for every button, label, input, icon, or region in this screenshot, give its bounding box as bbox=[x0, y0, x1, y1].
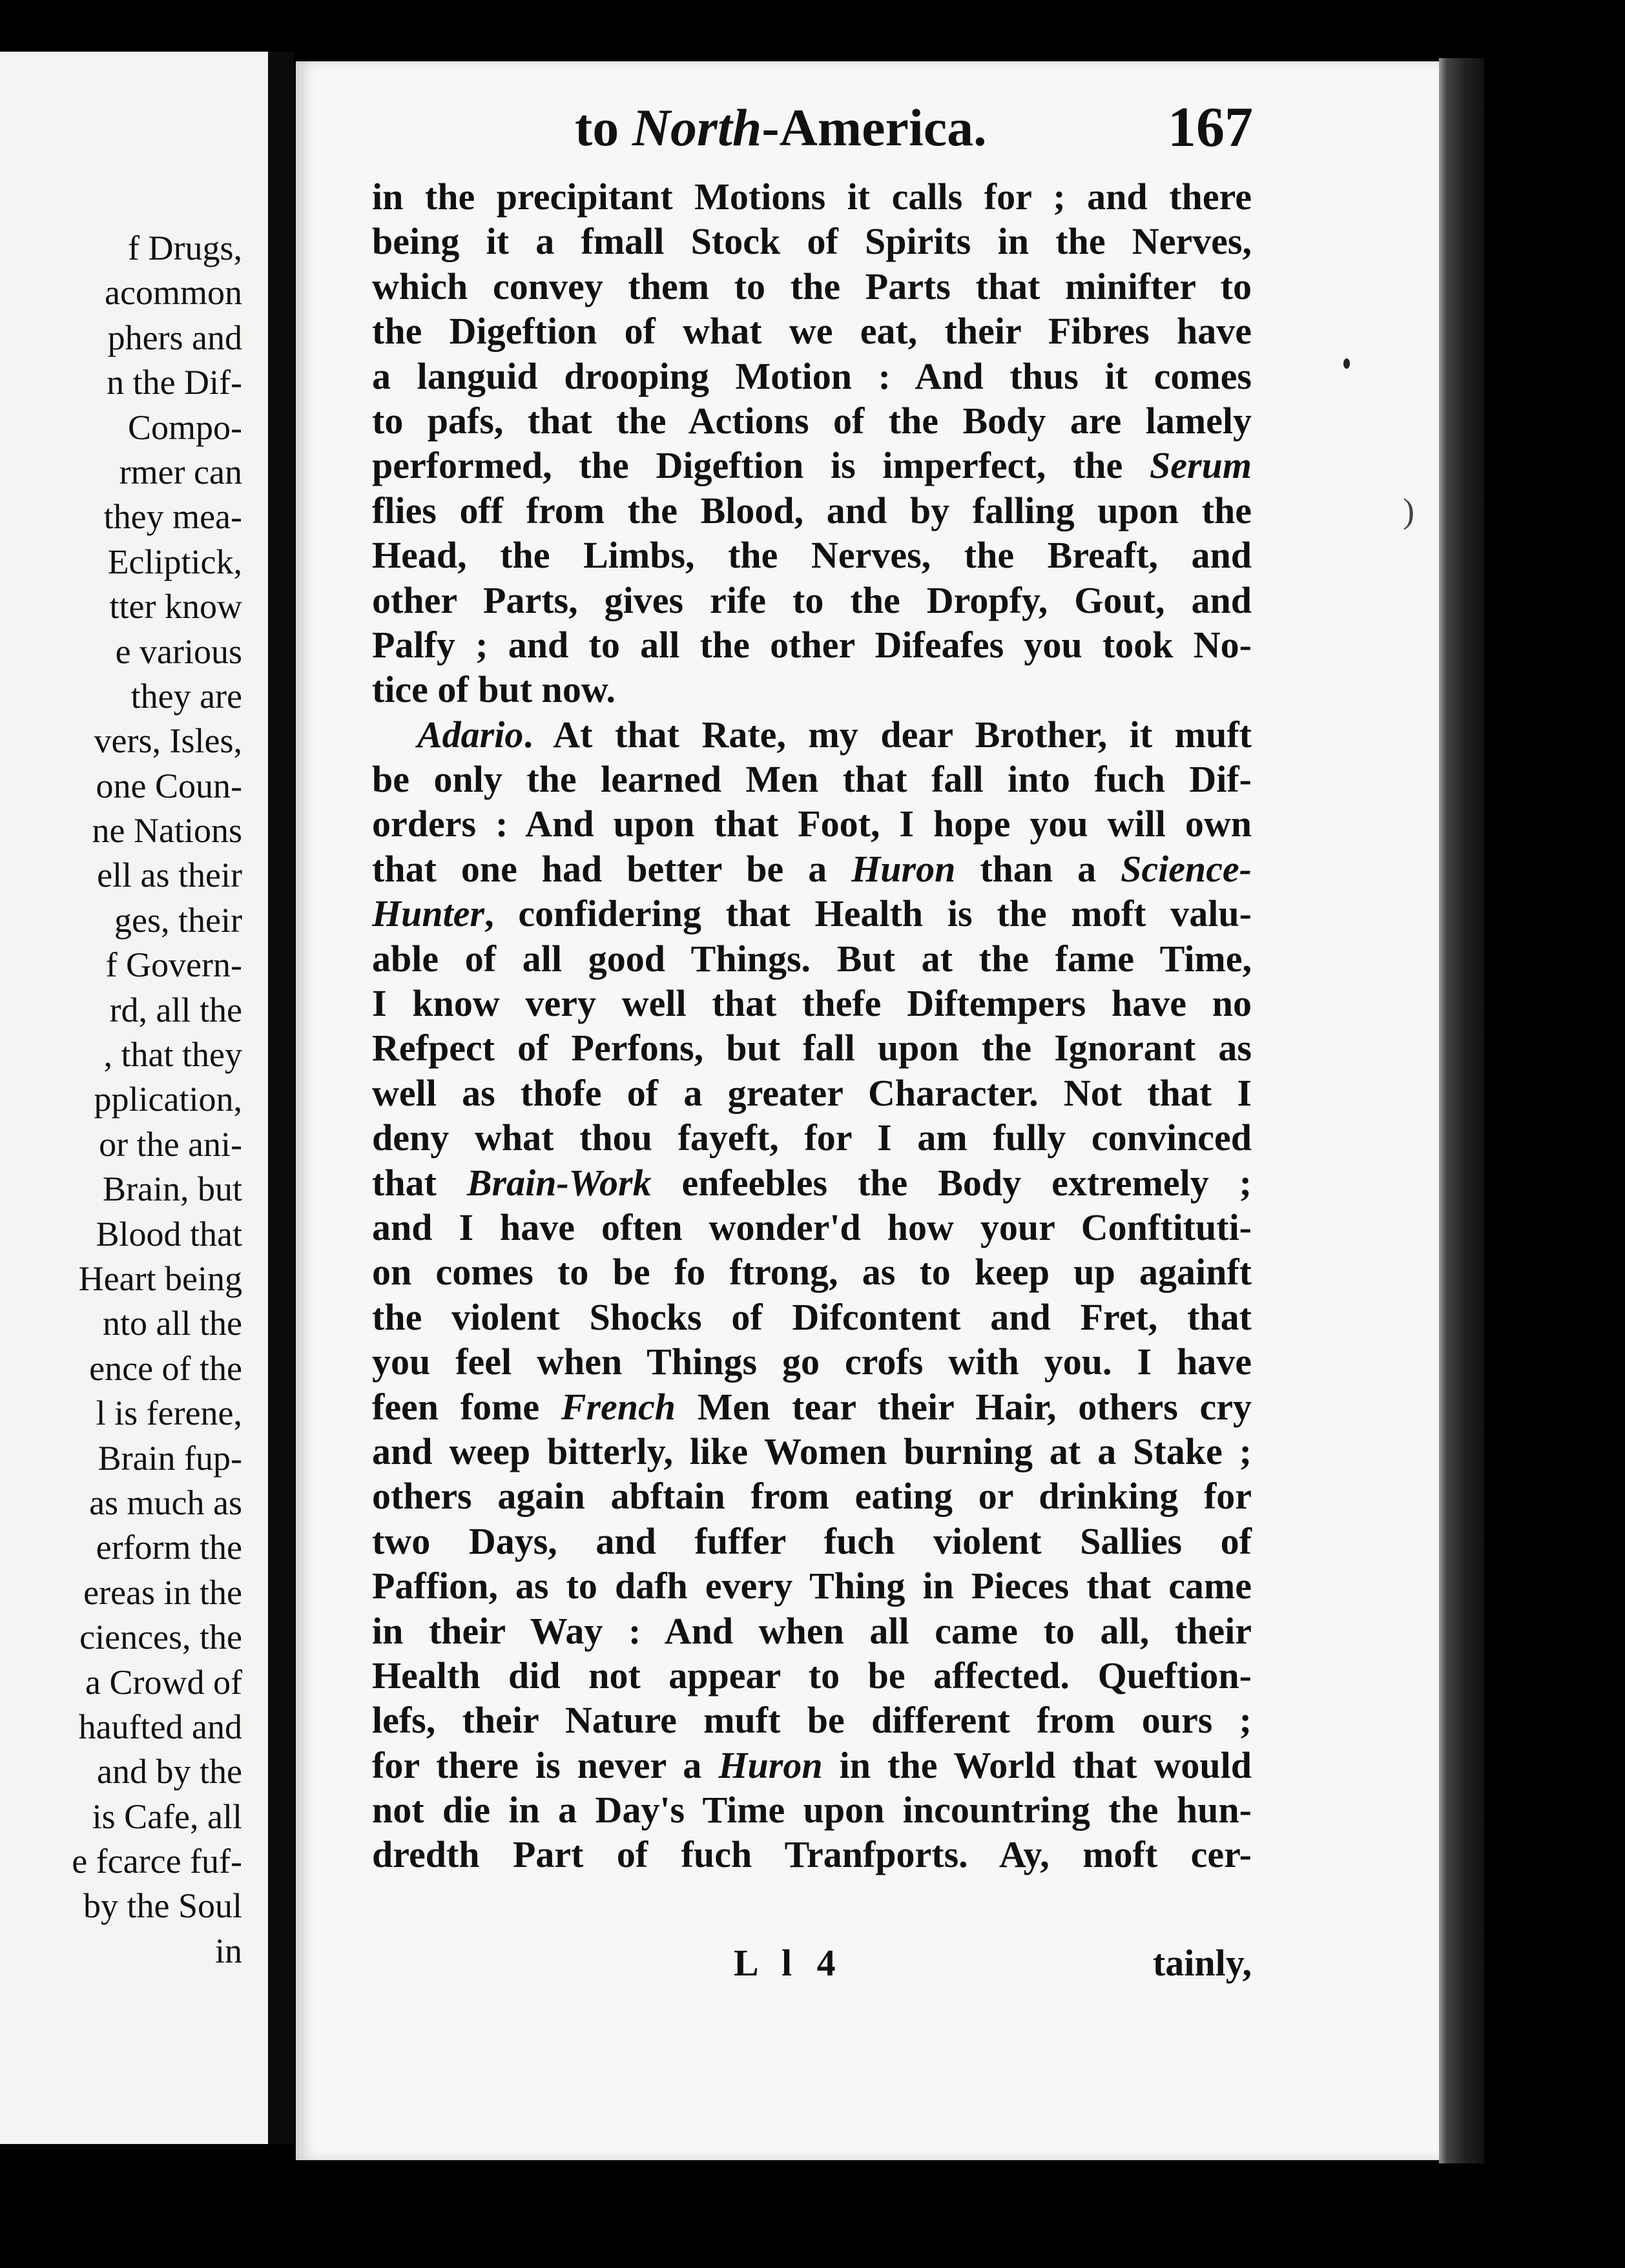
left-page-line: in bbox=[214, 1931, 242, 1970]
text-run: for there is never a bbox=[372, 1744, 719, 1786]
text-line bbox=[372, 1385, 1252, 1429]
text-line bbox=[372, 757, 1252, 801]
left-page-line: as much as bbox=[89, 1483, 242, 1522]
left-page-line: a Crowd of bbox=[85, 1662, 242, 1702]
left-page-line: pplication, bbox=[94, 1080, 242, 1119]
text-line bbox=[372, 667, 1252, 712]
left-page-line: e fcarce fuf- bbox=[72, 1842, 242, 1881]
left-page-line: or the ani- bbox=[99, 1124, 242, 1164]
text-run: that bbox=[372, 1161, 467, 1204]
left-page-line: f Drugs, bbox=[128, 229, 242, 267]
signature-mark: L l 4 bbox=[734, 1942, 844, 1984]
text-run: not die in a Day's Time upon incountring the hun- bbox=[372, 1789, 1252, 1831]
left-page-line: ges, their bbox=[114, 900, 242, 940]
italic-word: Science- bbox=[1121, 847, 1252, 890]
text-line bbox=[372, 801, 1252, 846]
italic-word: Huron bbox=[851, 847, 956, 890]
left-page-line: phers and bbox=[107, 318, 242, 357]
text-run: deny what thou fayeft, for I am fully convinced bbox=[372, 1117, 1252, 1159]
left-page-line: one Coun- bbox=[96, 766, 242, 805]
text-run: Health did not appear to be affected. Queftion- bbox=[372, 1654, 1252, 1696]
left-page-line: by the Soul bbox=[83, 1886, 242, 1926]
text-run: Refpect of Perfons, but fall upon the Ignorant as bbox=[372, 1027, 1252, 1069]
text-run: Men tear their Hair, others cry bbox=[676, 1385, 1252, 1428]
text-line bbox=[372, 398, 1252, 443]
book-gutter bbox=[268, 52, 294, 2144]
text-run: a languid drooping Motion : And thus it comes bbox=[372, 355, 1252, 397]
text-run: Paffion, as to dafh every Thing in Pieces that came bbox=[372, 1565, 1252, 1607]
text-run: orders : And upon that Foot, I hope you will own bbox=[372, 803, 1252, 845]
left-page-line: they are bbox=[130, 676, 242, 716]
text-line bbox=[372, 309, 1252, 353]
text-run: than a bbox=[955, 847, 1121, 890]
left-page-line: , that they bbox=[103, 1035, 242, 1075]
text-run: and weep bitterly, like Women burning at a Stake ; bbox=[372, 1430, 1252, 1472]
text-run: be only the learned Men that fall into fuch Dif- bbox=[372, 758, 1252, 801]
title-italic: North bbox=[632, 98, 762, 157]
left-page-line: rmer can bbox=[119, 452, 242, 491]
previous-page-fragment bbox=[0, 52, 272, 2144]
text-run: on comes to be fo ftrong, as to keep up againft bbox=[372, 1251, 1252, 1294]
left-page-line: haufted and bbox=[78, 1707, 242, 1746]
text-run: I know very well that thefe Diftempers have no bbox=[372, 982, 1252, 1025]
text-line bbox=[372, 1205, 1252, 1250]
text-run: being it a fmall Stock of Spirits in the Nerves, bbox=[372, 220, 1252, 263]
text-line bbox=[372, 533, 1252, 577]
text-line bbox=[372, 1698, 1252, 1742]
text-run: you feel when Things go crofs with you. I have bbox=[372, 1341, 1252, 1383]
left-page-line: e various bbox=[115, 632, 242, 671]
ink-speck bbox=[1343, 358, 1350, 369]
left-page-line: ence of the bbox=[89, 1348, 242, 1388]
left-page-line: Compo- bbox=[127, 407, 242, 447]
text-line bbox=[372, 1519, 1252, 1563]
text-run: two Days, and fuffer fuch violent Sallies of bbox=[372, 1520, 1252, 1562]
text-run: in the World that would bbox=[822, 1744, 1252, 1786]
text-line bbox=[372, 1609, 1252, 1653]
left-page-line: nto all the bbox=[103, 1304, 242, 1343]
italic-word: Adario bbox=[417, 713, 524, 756]
text-run: the violent Shocks of Difcontent and Fret, that bbox=[372, 1295, 1252, 1338]
text-run: feen fome bbox=[372, 1385, 561, 1428]
text-line bbox=[372, 1115, 1252, 1160]
italic-word: French bbox=[561, 1385, 676, 1428]
text-run: well as thofe of a greater Character. Not that I bbox=[372, 1071, 1252, 1114]
text-line bbox=[372, 488, 1252, 533]
left-page-line: tter know bbox=[109, 587, 242, 626]
text-line bbox=[372, 1160, 1252, 1205]
text-run: in their Way : And when all came to all, their bbox=[372, 1609, 1252, 1652]
text-run: enfeebles the Body extremely ; bbox=[651, 1161, 1252, 1204]
page-number: 167 bbox=[1168, 96, 1253, 159]
text-line bbox=[372, 847, 1252, 891]
text-line bbox=[372, 936, 1252, 981]
text-run: which convey them to the Parts that minifter to bbox=[372, 265, 1252, 307]
text-run: and I have often wonder'd how your Conftituti- bbox=[372, 1206, 1252, 1248]
text-line bbox=[372, 1026, 1252, 1070]
text-run: Head, the Limbs, the Nerves, the Breaft, and bbox=[372, 534, 1252, 577]
text-run: . At that Rate, my dear Brother, it muft bbox=[523, 713, 1252, 756]
text-line bbox=[372, 712, 1252, 757]
italic-word: Brain-Work bbox=[466, 1161, 652, 1204]
text-run: others again abftain from eating or drinking for bbox=[372, 1475, 1252, 1518]
catchword: tainly, bbox=[1152, 1942, 1252, 1984]
left-page-line: ciences, the bbox=[79, 1618, 242, 1657]
left-page-line: Heart being bbox=[78, 1259, 242, 1298]
text-line bbox=[372, 623, 1252, 667]
title-suffix: -America. bbox=[761, 98, 987, 157]
text-run: in the precipitant Motions it calls for ; and there bbox=[372, 176, 1252, 218]
text-line bbox=[372, 1071, 1252, 1115]
text-run: able of all good Things. But at the fame Time, bbox=[372, 937, 1252, 980]
text-line bbox=[372, 1429, 1252, 1474]
title-prefix: to bbox=[575, 98, 632, 157]
text-run: dredth Part of fuch Tranfports. Ay, moft cer- bbox=[372, 1833, 1252, 1876]
text-line bbox=[372, 981, 1252, 1026]
page-edge-shadow bbox=[1439, 58, 1484, 2163]
text-run: Palfy ; and to all the other Difeafes you took No- bbox=[372, 623, 1252, 666]
left-page-line: Brain, but bbox=[103, 1170, 242, 1209]
text-line bbox=[372, 219, 1252, 263]
text-line bbox=[372, 1295, 1252, 1339]
text-run: flies off from the Blood, and by falling upon the bbox=[372, 489, 1252, 531]
previous-page-text bbox=[0, 226, 242, 1974]
text-line bbox=[372, 1563, 1252, 1608]
text-run: the Digeftion of what we eat, their Fibres have bbox=[372, 310, 1252, 353]
running-head-title bbox=[575, 96, 987, 160]
italic-word: Huron bbox=[718, 1744, 823, 1786]
text-run: tice of but now. bbox=[372, 668, 616, 711]
text-line bbox=[372, 1474, 1252, 1518]
text-run: performed, the Digeftion is imperfect, the bbox=[372, 444, 1150, 487]
left-page-line: Brain fup- bbox=[98, 1438, 242, 1478]
left-page-line: and by the bbox=[97, 1752, 242, 1791]
text-line bbox=[372, 443, 1252, 488]
text-line bbox=[372, 1250, 1252, 1294]
text-line bbox=[372, 174, 1252, 219]
left-page-line: f Govern- bbox=[105, 945, 242, 985]
text-line bbox=[372, 1832, 1252, 1877]
text-run: to pafs, that the Actions of the Body are lamely bbox=[372, 399, 1252, 442]
text-run: other Parts, gives rife to the Dropfy, Gout, and bbox=[372, 579, 1252, 621]
text-line bbox=[372, 578, 1252, 623]
left-page-line: ereas in the bbox=[83, 1572, 242, 1612]
text-line bbox=[372, 1788, 1252, 1832]
text-line bbox=[372, 1743, 1252, 1788]
text-run: that one had better be a bbox=[372, 847, 852, 890]
text-line bbox=[372, 354, 1252, 398]
left-page-line: Blood that bbox=[96, 1214, 242, 1253]
left-page-line: vers, Isles, bbox=[94, 721, 242, 761]
text-line bbox=[372, 1339, 1252, 1384]
italic-word: Hunter bbox=[372, 892, 485, 935]
left-page-line: erform the bbox=[96, 1528, 242, 1567]
text-line bbox=[372, 1653, 1252, 1698]
left-page-line: is Cafe, all bbox=[92, 1797, 242, 1836]
left-page-line: l is ferene, bbox=[96, 1394, 242, 1433]
italic-word: Serum bbox=[1150, 444, 1252, 487]
text-line bbox=[372, 264, 1252, 309]
left-page-line: Ecliptick, bbox=[107, 542, 242, 581]
text-line bbox=[372, 891, 1252, 936]
left-page-line: n the Dif- bbox=[107, 363, 242, 402]
left-page-line: ell as their bbox=[97, 856, 242, 895]
text-run: lefs, their Nature muft be different from ours ; bbox=[372, 1699, 1252, 1742]
body-text bbox=[372, 174, 1252, 1877]
text-run: , confidering that Health is the moft valu- bbox=[484, 892, 1252, 935]
left-page-line: rd, all the bbox=[109, 990, 242, 1029]
left-page-line: acommon bbox=[105, 273, 242, 313]
left-page-line: they mea- bbox=[103, 497, 242, 537]
margin-mark: ) bbox=[1403, 491, 1414, 530]
page-footer bbox=[372, 1937, 1252, 1989]
running-head bbox=[278, 96, 1253, 160]
left-page-line: ne Nations bbox=[92, 811, 242, 850]
